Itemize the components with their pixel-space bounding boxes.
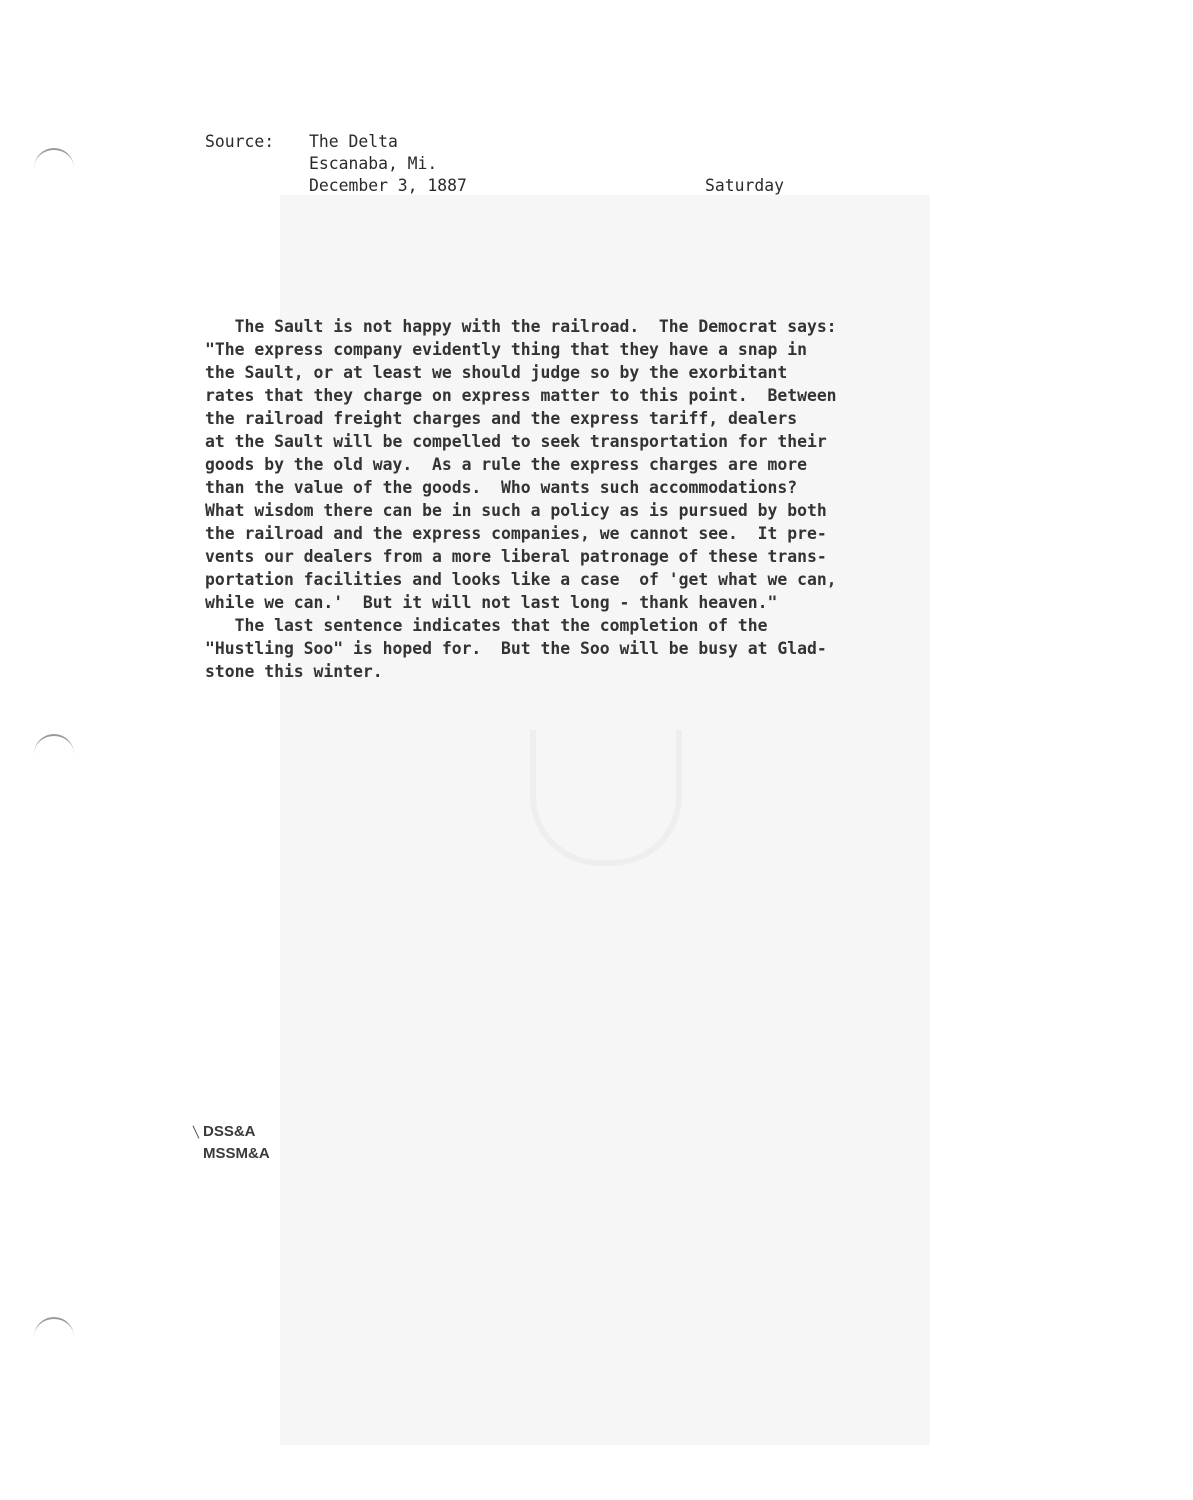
article-line: while we can.' But it will not last long - thank heaven." bbox=[205, 593, 778, 612]
article-line: than the value of the goods. Who wants such accommodations? bbox=[205, 478, 798, 497]
article-line: "The express company evidently thing that they have a snap in bbox=[205, 340, 807, 359]
article-line: "Hustling Soo" is hoped for. But the Soo will be busy at Glad- bbox=[205, 639, 827, 658]
source-label: Source: bbox=[205, 132, 275, 151]
article-line: the railroad and the express companies, we cannot see. It pre- bbox=[205, 524, 827, 543]
railroad-code-mssma: MSSM&A bbox=[203, 1145, 270, 1162]
article-line: the railroad freight charges and the express tariff, dealers bbox=[205, 409, 798, 428]
source-place: Escanaba, Mi. bbox=[309, 154, 438, 173]
article-line: the Sault, or at least we should judge so by the exorbitant bbox=[205, 363, 788, 382]
article-line: at the Sault will be compelled to seek transportation for their bbox=[205, 432, 827, 451]
source-date: December 3, 1887 bbox=[309, 176, 467, 195]
punch-hole-mark-middle bbox=[34, 734, 74, 756]
article-line: The Sault is not happy with the railroad. The Democrat says: bbox=[205, 317, 837, 336]
article-line: What wisdom there can be in such a policy as is pursued by both bbox=[205, 501, 827, 520]
article-line: vents our dealers from a more liberal patronage of these trans- bbox=[205, 547, 827, 566]
punch-hole-mark-bottom bbox=[34, 1317, 74, 1339]
article-body bbox=[205, 315, 965, 683]
article-line: stone this winter. bbox=[205, 662, 383, 681]
show-through-arch bbox=[530, 730, 682, 866]
railroad-codes bbox=[203, 1121, 270, 1165]
article-line: portation facilities and looks like a case of 'get what we can, bbox=[205, 570, 837, 589]
article-line: goods by the old way. As a rule the express charges are more bbox=[205, 455, 807, 474]
source-header bbox=[205, 131, 825, 201]
article-line: The last sentence indicates that the completion of the bbox=[205, 616, 768, 635]
railroad-code-dssa: DSS&A bbox=[203, 1123, 256, 1140]
article-line: rates that they charge on express matter to this point. Between bbox=[205, 386, 837, 405]
punch-hole-mark-top bbox=[34, 148, 74, 170]
source-day: Saturday bbox=[705, 176, 784, 195]
source-publication: The Delta bbox=[309, 132, 398, 151]
